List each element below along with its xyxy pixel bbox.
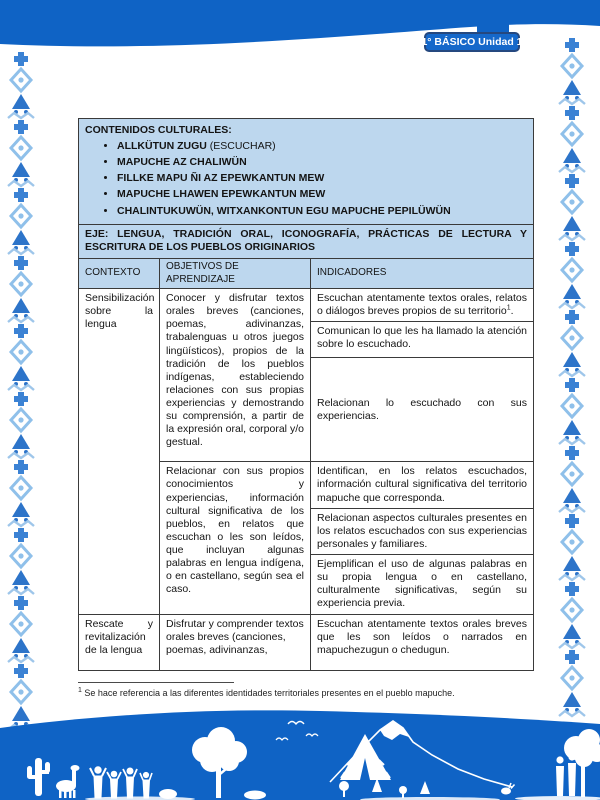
eje-row: EJE: LENGUA, TRADICIÓN ORAL, ICONOGRAFÍA, PRÁCTICAS DE LECTURA Y ESCRITURA DE LOS PUEBLOS ORIGINARIOS — [79, 225, 534, 259]
column-header-contexto: CONTEXTO — [79, 259, 160, 289]
column-header-objetivos: OBJETIVOS DE APRENDIZAJE — [160, 259, 311, 289]
context-cell: Rescate y revitalización de la lengua — [79, 614, 160, 670]
list-item: • MAPUCHE LHAWEN EPEWKANTUN MEW — [117, 188, 527, 201]
indicator-cell: Comunican lo que les ha llamado la atención sobre lo escuchado. — [311, 322, 534, 358]
objective-cell: Conocer y disfrutar textos orales breves (canciones, poemas, adivinanzas, trabalenguas u otros juegos lingüísticos), propios de la tradición de los pueblos indígenas, estableciendo relaciones con sus propias experiencias y demostrando su comprensión, a partir de la expresión oral, corporal y/o gestual. — [160, 289, 311, 462]
indicator-cell: Identifican, en los relatos escuchados, información cultural significativa del territorio mapuche que corresponda. — [311, 462, 534, 508]
objective-cell: Relacionar con sus propios conocimientos y experiencias, información cultural significativa de los pueblos, en relatos que escuchan o les son leídos, que incluyan algunas palabras en lengua indígena, o en castellano, según sea el caso. — [160, 462, 311, 614]
column-header-indicadores: INDICADORES — [311, 259, 534, 289]
cultural-contents-title: CONTENIDOS CULTURALES: — [85, 124, 232, 136]
list-item: • MAPUCHE AZ CHALIWÜN — [117, 156, 527, 169]
list-item: • CHALINTUKUWÜN, WITXANKONTUN EGU MAPUCHE PEPILÜWÜN — [117, 205, 527, 218]
list-item: • ALLKÜTUN ZUGU (ESCUCHAR) — [117, 140, 527, 153]
context-cell: Sensibilización sobre la lengua — [79, 289, 160, 615]
cultural-contents-box — [79, 119, 534, 225]
indicator-cell: Relacionan aspectos culturales presentes en los relatos escuchados con sus experiencias personales y familiares. — [311, 508, 534, 554]
footnote-divider — [78, 682, 234, 683]
mapuche-ornament-right-icon — [554, 38, 590, 728]
indicator-cell: Relacionan lo escuchado con sus experiencias. — [311, 358, 534, 462]
curriculum-content — [78, 118, 533, 671]
landscape-silhouette-footer-icon — [0, 708, 600, 800]
unit-badge-label: 1° BÁSICO Unidad 1 — [421, 36, 523, 48]
indicator-cell: Ejemplifican el uso de algunas palabras en su propia lengua o en castellano, culturalmente significativas, según su experiencia previa. — [311, 555, 534, 615]
indicator-cell: Escuchan atentamente textos orales breves que les son leídos o narrados en mapuchezugun o chedugun. — [311, 614, 534, 670]
indicator-cell: Escuchan atentamente textos orales, relatos o diálogos breves propios de su territorio$^1$. — [311, 289, 534, 322]
footnote-ref: 1 — [506, 304, 511, 312]
mapuche-ornament-left-icon — [3, 52, 39, 728]
footnote-marker: 1 — [78, 687, 82, 694]
footnote-text: Se hace referencia a las diferentes identidades territoriales presentes en el pueblo mapuche. — [81, 688, 455, 698]
footnote — [78, 688, 548, 698]
cultural-contents-list — [85, 140, 527, 217]
list-item: • FILLKE MAPU ÑI AZ EPEWKANTUN MEW — [117, 172, 527, 185]
objective-cell: Disfrutar y comprender textos orales breves (canciones, poemas, adivinanzas, — [160, 614, 311, 670]
curriculum-table — [78, 118, 534, 671]
unit-badge — [421, 32, 523, 52]
